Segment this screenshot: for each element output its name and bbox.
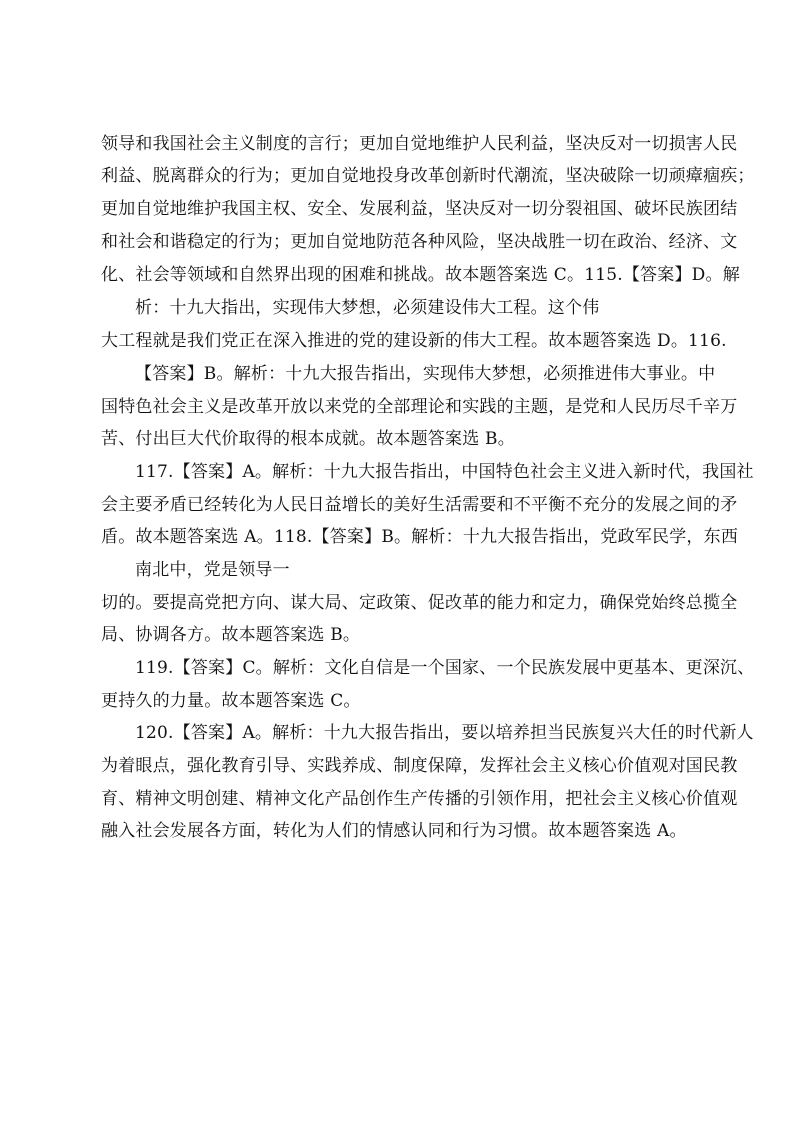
text-line: 化、社会等领域和自然界出现的困难和挑战。故本题答案选 C。115.【答案】D。解 xyxy=(101,265,740,285)
text-line: 大工程就是我们党正在深入推进的党的建设新的伟大工程。故本题答案选 D。116. xyxy=(101,331,727,351)
text-line: 切的。要提高党把方向、谋大局、定政策、促改革的能力和定力，确保党始终总揽全 xyxy=(101,593,738,613)
text-line: 领导和我国社会主义制度的言行；更加自觉地维护人民利益，坚决反对一切损害人民 xyxy=(101,134,738,154)
text-line: 会主要矛盾已经转化为人民日益增长的美好生活需要和不平衡不充分的发展之间的矛 xyxy=(101,495,738,515)
text-line: 析：十九大指出，实现伟大梦想，必须建设伟大工程。这个伟 xyxy=(135,298,600,318)
text-line: 南北中，党是领导一 xyxy=(135,560,290,580)
text-line: 117.【答案】A。解析：十九大报告指出，中国特色社会主义进入新时代，我国社 xyxy=(135,462,754,482)
text-line: 融入社会发展各方面，转化为人们的情感认同和行为习惯。故本题答案选 A。 xyxy=(101,821,687,841)
text-line: 更持久的力量。故本题答案选 C。 xyxy=(101,691,361,711)
text-line: 为着眼点，强化教育引导、实践养成、制度保障，发挥社会主义核心价值观对国民教 xyxy=(101,756,738,776)
text-line: 119.【答案】C。解析：文化自信是一个国家、一个民族发展中更基本、更深沉、 xyxy=(135,658,755,678)
text-line: 利益、脱离群众的行为；更加自觉地投身改革创新时代潮流，坚决破除一切顽瘴痼疾； xyxy=(101,166,755,186)
text-line: 120.【答案】A。解析：十九大报告指出，要以培养担当民族复兴大任的时代新人 xyxy=(135,723,754,743)
text-line: 局、协调各方。故本题答案选 B。 xyxy=(101,625,361,645)
text-line: 【答案】B。解析：十九大报告指出，实现伟大梦想，必须推进伟大事业。中 xyxy=(135,364,716,384)
text-line: 和社会和谐稳定的行为；更加自觉地防范各种风险，坚决战胜一切在政治、经济、文 xyxy=(101,232,738,252)
text-line: 国特色社会主义是改革开放以来党的全部理论和实践的主题，是党和人民历尽千辛万 xyxy=(101,397,738,417)
text-line: 苦、付出巨大代价取得的根本成就。故本题答案选 B。 xyxy=(101,429,515,449)
text-line: 更加自觉地维护我国主权、安全、发展利益，坚决反对一切分裂祖国、破坏民族团结 xyxy=(101,199,738,219)
text-line: 盾。故本题答案选 A。118.【答案】B。解析：十九大报告指出，党政军民学，东西 xyxy=(101,527,739,547)
text-line: 育、精神文明创建、精神文化产品创作生产传播的引领作用，把社会主义核心价值观 xyxy=(101,789,738,809)
